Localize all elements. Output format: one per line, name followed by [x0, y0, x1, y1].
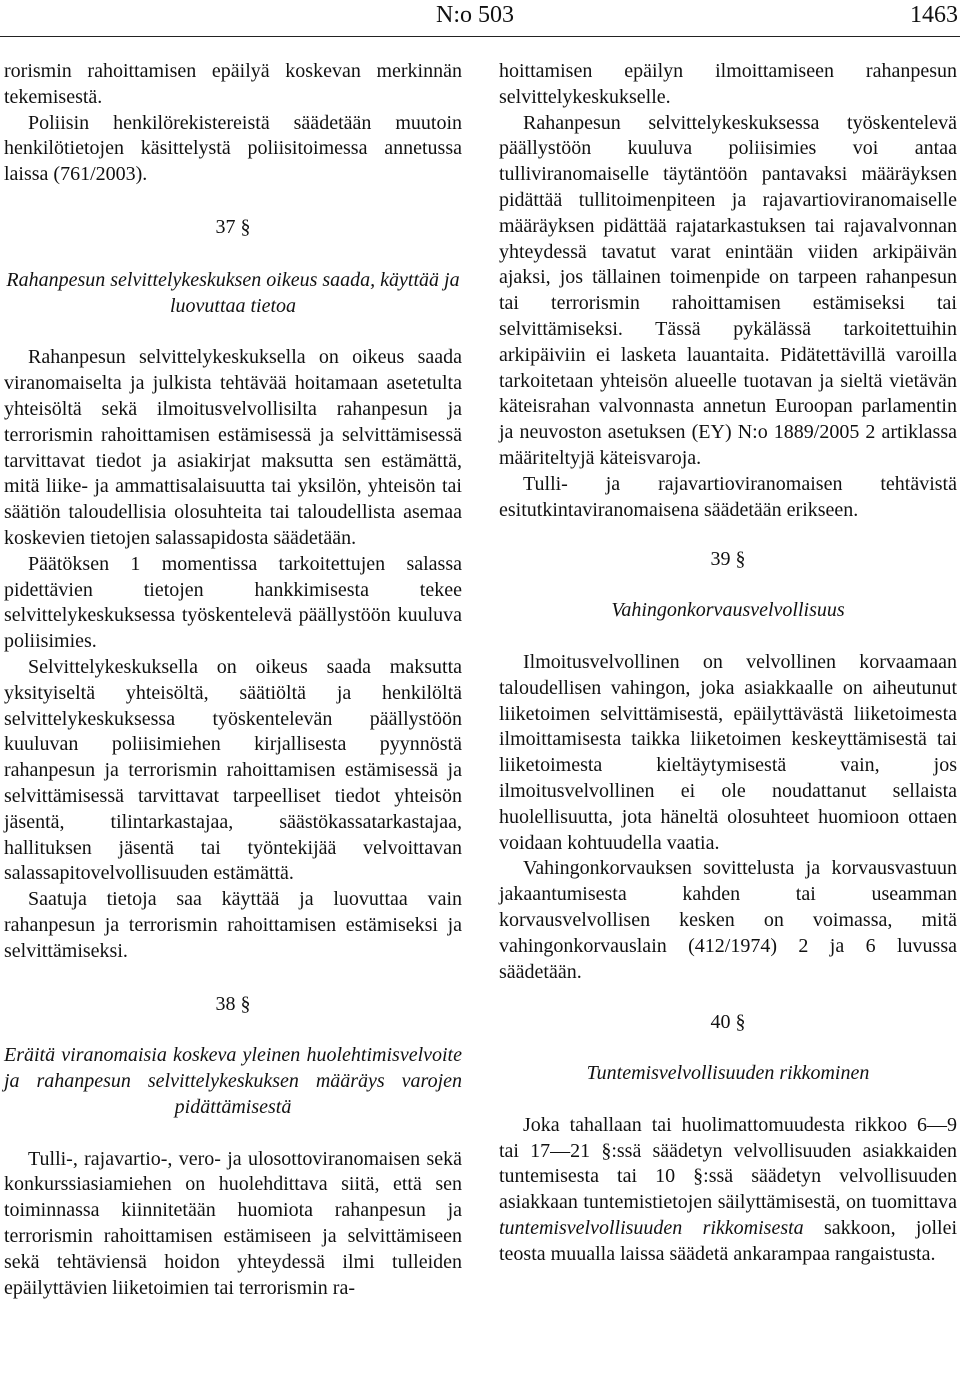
section-title: Eräitä viranomaisia koskeva yleinen huolehtimisvelvoite ja rahanpesun selvittelykeskuksen määräys varojen pidättämisestä — [4, 1044, 462, 1118]
paragraph: Poliisin henkilörekistereistä säädetään muutoin henkilötietojen käsittelystä poliisitoimessa annetussa laissa (761/2003). — [4, 111, 462, 186]
header-rule — [0, 36, 960, 37]
paragraph: hoittamisen epäilyn ilmoittamiseen rahanpesun selvittelykeskukselle. — [499, 60, 957, 108]
paragraph: Tulli- ja rajavartioviranomaisen tehtävistä esitutkintaviranomaisena säädetään erikseen. — [499, 472, 957, 521]
paragraph: Tulli-, rajavartio-, vero- ja ulosottoviranomaisen sekä konkurssiasiamiehen on huolehdittava siitä, että sen toiminnassa kiinnitetään huomiota rahanpesun ja terrorismin rahoittamisen estämiseen ja selvittämiseen sekä tehtäviensä hoidon yhteydessä ilmi tulleiden epäilyttävien liiketoimien tai terrorismin ra- — [4, 1147, 462, 1299]
left-column — [4, 59, 462, 1301]
page-number: 1463 — [910, 2, 958, 28]
paragraph: Saatuja tietoja saa käyttää ja luovuttaa vain rahanpesun ja terrorismin rahoittamisen estämiseksi ja selvittämiseksi. — [4, 888, 462, 962]
paragraph: Päätöksen 1 momentissa tarkoitettujen salassa pidettävien tietojen hankkimisesta tekee selvittelykeskuksessa työskentelevä päällystöön kuuluva poliisimies. — [4, 552, 462, 653]
section-number: 37 § — [215, 215, 251, 238]
paragraph: Selvittelykeskuksella on oikeus saada maksutta yksityiseltä yhteisöltä, säätiöltä ja henkilöltä selvittelykeskuksessa työskentelevän päällystöön kuuluvan poliisimiehen kirjallisesta pyynnöstä rahanpesun ja terrorismin rahoittamisen estämisessä ja selvittämisessä tarvittavat tarpeelliset tiedot yhteisön jäsentä, tilintarkastajaa, säästökassatarkastajaa, hallituksen jäsentä tai työntekijää velvoittavan salassapitovelvollisuuden estämättä. — [4, 655, 462, 885]
page-header — [0, 0, 960, 30]
paragraph: Rahanpesun selvittelykeskuksessa työskentelevä päällystöön kuuluva poliisimies voi antaa tulliviranomaiselle täytäntöön pantavaksi määräyksen pidättää tullitoimenpiteen ja rajavartioviranomaiselle määräyksen pidättää rajatarkastuksen tai rajavalvonnan yhteydessä tavatut varat enintään viiden arkipäivän ajaksi, jos tällainen toimenpide on tarpeen rahanpesun tai terrorismin rahoittamisen estämiseksi tai selvittämiseksi. Tässä pykälässä tarkoitettuihin arkipäiviin ei lasketa lauantaita. Pidätettävillä varoilla tarkoitetaan yhteisön alueelle tuotavan ja sieltä vietävän käteisrahan valvonnasta annetun Euroopan parlamentin ja neuvoston asetuksen (EY) N:o 1889/2005 2 artiklassa määriteltyjä käteisvaroja. — [499, 111, 957, 469]
section-number: 40 § — [710, 1011, 746, 1034]
paragraph-text: sakkoon, jollei teosta muualla laissa säädetä ankarampaa rangaistusta. — [499, 1217, 957, 1265]
section-number: 38 § — [215, 992, 251, 1015]
paragraph: rorismin rahoittamisen epäilyä koskevan merkinnän tekemisestä. — [4, 60, 462, 108]
issue-number: N:o 503 — [436, 2, 514, 28]
paragraph: Vahingonkorvauksen sovittelusta ja korvausvastuun jakaantumisesta kahden tai useamman korvausvelvollisen kesken on voimassa, mitä vahingonkorvauslain (412/1974) 2 ja 6 luvussa säädetään. — [499, 857, 957, 983]
section-number: 39 § — [710, 548, 746, 571]
paragraph-text: Joka tahallaan tai huolimattomuudesta rikkoo 6—9 tai 17—21 §:ssä säädetyn velvollisuuden asiakkaiden tuntemisesta tai 10 §:ssä säädetyn velvollisuuden asiakkaan tuntemistietojen säilyttämisestä, on tuomittava — [499, 1113, 957, 1214]
section-title: Tuntemisvelvollisuuden rikkominen — [586, 1062, 870, 1085]
paragraph: Ilmoitusvelvollinen on velvollinen korvaamaan taloudellisen vahingon, joka asiakkaalle on aiheutunut liiketoimen selvittämisestä, epäilyttävästä liiketoimesta ilmoittamisesta taikka liiketoimen keskeyttämisestä tai liiketoimesta kieltäytymisestä vain, jos ilmoitusvelvollinen ei ole noudattanut sellaista huolellisuutta, jota häneltä olosuhteet huomioon ottaen voidaan kohtuudella vaatia. — [499, 650, 957, 854]
paragraph: Rahanpesun selvittelykeskuksella on oikeus saada viranomaiselta ja julkista tehtävää hoitamaan asetetulta yhteisöltä sekä ilmoitusvelvollisilta rahanpesun ja terrorismin rahoittamisen estämisessä ja selvittämisessä tarvittavat tiedot ja asiakirjat maksutta sen estämättä, mitä liike- ja ammattisalaisuutta tai yksilön, yhteisön tai säätiön taloudellisia olosuhteita tai taloudellista asemaa koskevien tietojen salassapidosta säädetään. — [4, 346, 462, 549]
right-column — [499, 59, 957, 1268]
offence-name: tuntemisvelvollisuuden rikkomisesta — [499, 1217, 804, 1240]
paragraph — [499, 1113, 957, 1268]
section-title: Vahingonkorvausvelvollisuus — [611, 599, 845, 622]
section-title: Rahanpesun selvittelykeskuksen oikeus saada, käyttää ja luovuttaa tietoa — [6, 268, 460, 317]
